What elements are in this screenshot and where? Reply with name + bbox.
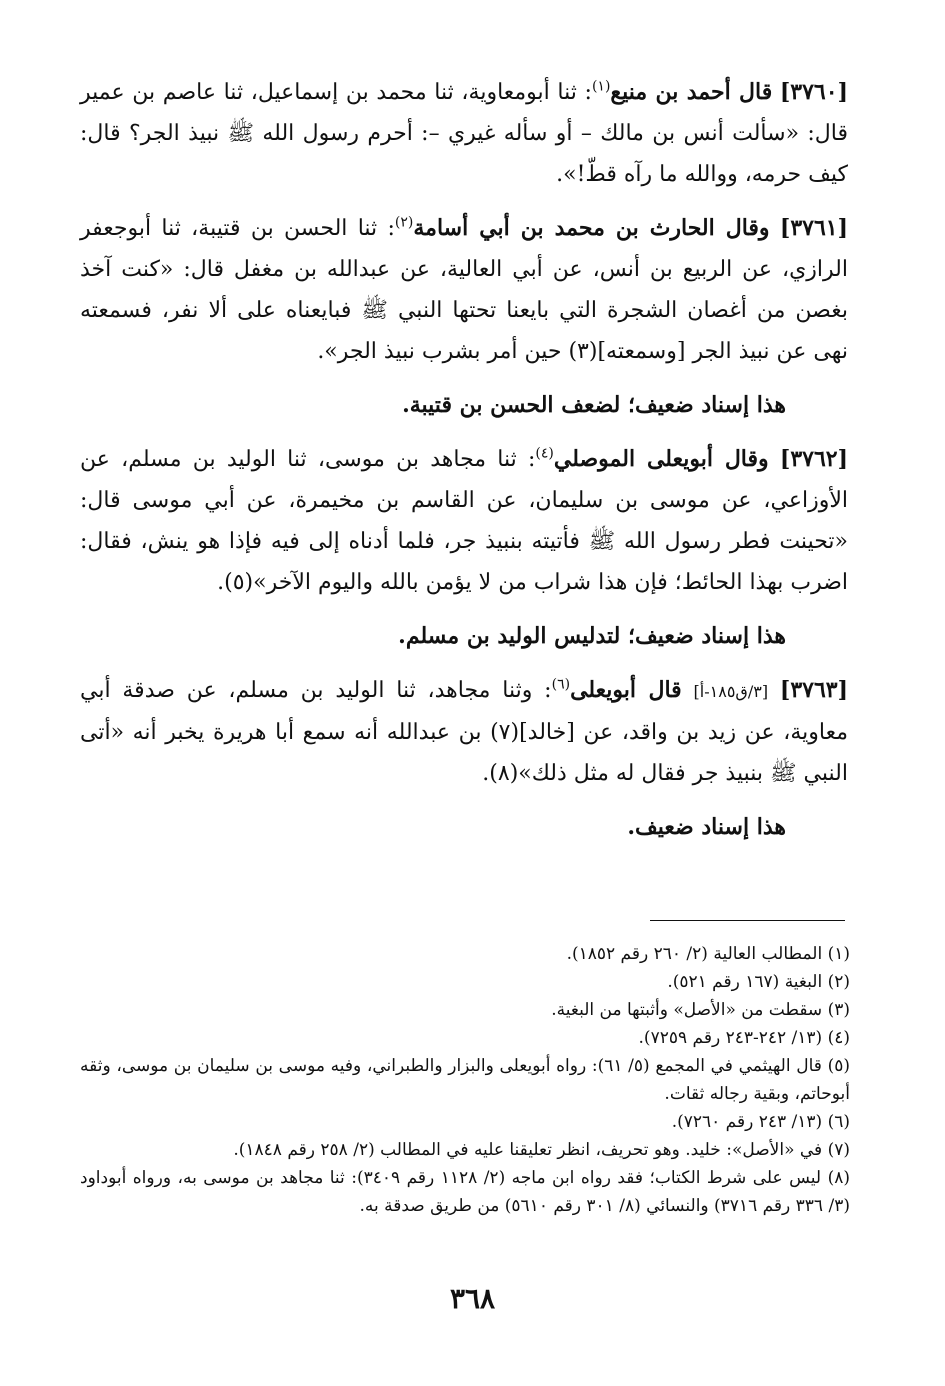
footnote-ref: (٤) bbox=[535, 445, 554, 462]
main-text bbox=[80, 72, 848, 861]
hadith-text: : ثنا الحسن بن قتيبة، ثنا أبوجعفر الرازي، عن الربيع بن أنس، عن أبي العالية، عن عبدالله بن مغفل قال: «كنت آخذ بغصن من أغصان الشجرة التي بايعنا تحتها النبي ﷺ فبايعناه على ألا نفر، فسمعته نهى عن نبيذ الجر [وسمعته](٣) حين أمر بشرب نبيذ الجر». bbox=[80, 216, 848, 364]
footnote-divider bbox=[650, 920, 845, 921]
footnote-2: (٢) البغية (١٦٧ رقم ٥٢١). bbox=[667, 972, 850, 992]
isnad-verdict: هذا إسناد ضعيف؛ لتدليس الوليد بن مسلم. bbox=[398, 623, 786, 649]
footnote-5: (٥) قال الهيثمي في المجمع (٥/ ٦١): رواه أبويعلى والبزار والطبراني، وفيه موسى بن سليمان بن موسى، وثقه أبوحاتم، وبقية رجاله ثقات. bbox=[80, 1056, 850, 1104]
hadith-entry-3762 bbox=[80, 439, 848, 603]
hadith-text: : ثنا أبومعاوية، ثنا محمد بن إسماعيل، ثنا عاصم بن عمير قال: «سألت أنس بن مالك – أو سأله غيري –: أحرم رسول الله ﷺ نبيذ الجر؟ قال: كيف حرمه، ووالله ما رآه قطّ!». bbox=[80, 80, 848, 187]
footnote-7: (٧) في «الأصل»: خليد. وهو تحريف، انظر تعليقنا عليه في المطالب (٢/ ٢٥٨ رقم ١٨٤٨). bbox=[233, 1140, 850, 1160]
hadith-number: [٣٧٦١] bbox=[779, 215, 848, 241]
hadith-entry-3761 bbox=[80, 208, 848, 372]
hadith-number: [٣٧٦٢] bbox=[779, 446, 848, 472]
hadith-narrator: وقال الحارث بن محمد بن أبي أسامة bbox=[413, 215, 770, 241]
footnote-3: (٣) سقطت من «الأصل» وأثبتها من البغية. bbox=[551, 1000, 850, 1020]
footnote-ref: (٦) bbox=[551, 676, 571, 693]
footnote-1: (١) المطالب العالية (٢/ ٢٦٠ رقم ١٨٥٢). bbox=[566, 944, 850, 964]
hadith-narrator: قال أبويعلى bbox=[570, 677, 682, 703]
hadith-text: : وثنا مجاهد، ثنا الوليد بن مسلم، عن صدقة أبي معاوية، عن زيد بن واقد، عن [خالد](٧) بن عبدالله أنه سمع أبا هريرة يخبر أنه «أتى النبي ﷺ بنبيذ جر فقال له مثل ذلك»(٨). bbox=[80, 678, 848, 786]
page-number: ٣٦٨ bbox=[449, 1282, 496, 1315]
footnote-ref: (١) bbox=[591, 78, 611, 95]
footnote-4: (٤) (١٣/ ٢٤٢-٢٤٣ رقم ٧٢٥٩). bbox=[638, 1028, 850, 1048]
isnad-verdict: هذا إسناد ضعيف؛ لضعف الحسن بن قتيبة. bbox=[402, 392, 786, 418]
hadith-entry-3763 bbox=[80, 670, 848, 794]
footnotes bbox=[80, 940, 850, 1220]
hadith-narrator: قال أحمد بن منيع bbox=[610, 79, 773, 105]
hadith-number: [٣٧٦٣] bbox=[779, 677, 848, 703]
footnote-8: (٨) ليس على شرط الكتاب؛ فقد رواه ابن ماجه (٢/ ١١٢٨ رقم ٣٤٠٩): ثنا مجاهد بن موسى به، ورواه أبوداود (٣/ ٣٣٦ رقم ٣٧١٦) والنسائي (٨/ ٣٠١ رقم ٥٦١٠) من طريق صدقة به. bbox=[80, 1168, 850, 1216]
hadith-entry-3760 bbox=[80, 72, 848, 195]
hadith-number: [٣٧٦٠] bbox=[779, 79, 848, 105]
manuscript-ref: [٣/ق١٨٥-أ] bbox=[693, 682, 769, 701]
footnote-6: (٦) (١٣/ ٢٤٣ رقم ٧٢٦٠). bbox=[671, 1112, 850, 1132]
isnad-verdict: هذا إسناد ضعيف. bbox=[627, 814, 786, 840]
hadith-narrator: وقال أبويعلى الموصلي bbox=[553, 446, 769, 472]
hadith-text: : ثنا مجاهد بن موسى، ثنا الوليد بن مسلم، عن الأوزاعي، عن موسى بن سليمان، عن القاسم بن مخيمرة، عن أبي موسى قال: «تحينت فطر رسول الله ﷺ فأتيته بنبيذ جر، فلما أدناه إلى فيه فإذا هو ينش، فقال: اضرب بهذا الحائط؛ فإن هذا شراب من لا يؤمن بالله واليوم الآخر»(٥). bbox=[80, 447, 848, 595]
footnote-ref: (٢) bbox=[394, 214, 414, 231]
